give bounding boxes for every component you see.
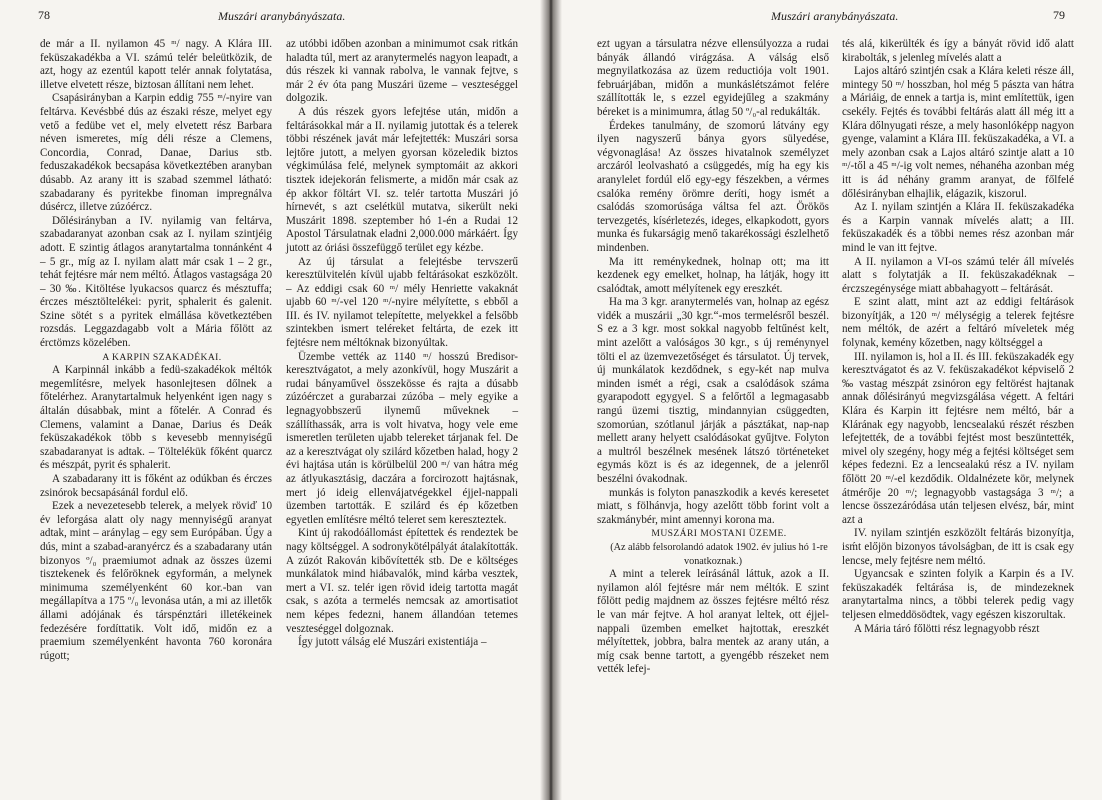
paragraph: Csapásirányban a Karpin eddig 755 ᵐ/-nyire van feltárva. Kevésbbé dús az északi része, melyet egy vető a fedübe vet el, mely elvetett rész Barbara néven ismeretes, míg déli része a Clemens, Concordia, Conrad, Danae, Darius stb. feduszakadékok becsapása következtében aranyban dúsabb. Az arany itt is szabad szemmel látható: szabadarany és pyritekbe finoman impregnálva dúsércz, illetve zúzóércz. bbox=[40, 92, 272, 214]
page-number: 78 bbox=[38, 8, 50, 22]
right-page bbox=[551, 0, 1102, 800]
paragraph: Ugyancsak e szinten folyik a Karpin és a IV. feküszakadék feltárása is, de mindezeknek aranytartalma nincs, a többi telerek pedig vagy teljesen elmeddösödtek, vagy egészen kiszorultak. bbox=[842, 568, 1074, 621]
paragraph: Kint új rakodóállomást építettek és rendeztek be nagy költséggel. A sodronykötélpályát átalakították. A zúzót Rakován kibővítették stb. De e költséges munkálatok mind hiábavalók, mind kárba vesztek, mert a VI. sz. telér igen rövid ideig tartotta magát csak, s azóta a termelés nemcsak az amortisatiot nem képes fedezni, hanem állandóan tetemes veszteséggel dolgoznak. bbox=[286, 527, 518, 635]
running-head: Muszári aranybányászata. bbox=[771, 9, 899, 23]
paragraph: az utóbbi időben azonban a minimumot csak ritkán haladta túl, mert az aranytermelés nagyon leapadt, a dús részek ki vannak rabolva, le vannak fejtve, s már 2 év óta pang Muszári üzeme – veszteséggel dolgozik. bbox=[286, 38, 518, 105]
paragraph: A Karpinnál inkább a fedü-szakadékok méltók megemlítésre, melyek hasonlejtesen dőlnek a főtelérhez. Aranytartalmuk helyenként igen nagy s általán dúsabbak, mint a főtelér. A Conrad és Clemens, valamint a Danae, Darius és Deák feküszakadékok több s kevesebb mennyiségű szabadaranyat is adtak. – Töltelékük főként quarcz és mészpát, pyrit és sphalerit. bbox=[40, 364, 272, 472]
text-column-1 bbox=[40, 38, 272, 663]
book-gutter bbox=[540, 0, 562, 800]
paragraph: Így jutott válság elé Muszári existentiája – bbox=[298, 636, 487, 649]
paragraph: de már a II. nyilamon 45 ᵐ/ nagy. A Klára III. feküszakadékba a VI. számú telér beleütközik, de azt, hogy az ezentúl kapott telér annak folytatása, illetve elvetett része, biztosan állítani nem lehet. bbox=[40, 38, 272, 91]
paragraph: A mint a telerek leírásánál láttuk, azok a II. nyilamon alól fejtésre már nem méltók. E szint főlött pedig majdnem az összes fejtésre méltó rész le van már fejtve. A hol aranyat leltek, ott éjjel-nappali üzemben emelket hajtottak, ereszkét mélyítettek, jobbra, balra mentek az arany után, a míg csak benne tartott, a gyengébb részeket nem vették lefej- bbox=[597, 568, 829, 676]
paragraph: Lajos altáró szintjén csak a Klára keleti része áll, mintegy 50 ᵐ/ hosszban, hol még 5 pászta van hátra a Máriáig, de ennek a tartja is, mint említettük, igen csekély. Fejtés és további feltárás alatt áll még itt a Klára dőlnyugati része, a mely hasonlóképp nagyon gyenge, valamint a Klára III. feküszakadéka, a VI. a mely azonban csak a Lajos altáró szintje alatt a 10 ᵐ/-től a 45 ᵐ/-ig volt nemes, néhanéha azonban még itt is ád néhány gramm aranyat, de főlfelé dőlésirányban elhajlik, elágazik, kiszorul. bbox=[842, 65, 1074, 200]
paragraph: Üzembe vették az 1140 ᵐ/ hosszú Bredisor-keresztvágatot, a mely azonkívül, hogy Muszárit a rudai bányaművel összekösse és rajta a dúsabb zúzóérczet a gurabarzai zúzóba – mely egyike a legnagyobbszerű ilynemű műveknek – szállíthassák, arra is volt hivatva, hogy vele eme ismeretlen területen ujabb telereket tárjanak fel. De az a keresztvágat oly szilárd kőzetben halad, hogy 2 évi hajtása után is körülbelül 200 ᵐ/ van hátra még az átlyukasztásig, daczára a forcirozott hajtásnak, mert jó ideig ellenvájatvégekkel éjjel-nappali üzemben tartották. E szilárd és ép kőzetben egyetlen említésre méltó teleret sem kereszteztek. bbox=[286, 350, 518, 526]
running-head: Muszári aranybányászata. bbox=[218, 9, 346, 23]
section-title: A KARPIN SZAKADÉKAI. bbox=[102, 351, 222, 363]
paragraph: munkás is folyton panaszkodik a kevés keresetet miatt, s fölhánvja, hogy azelőtt több forint volt a szakmánybér, mint amennyi korona ma. bbox=[597, 486, 829, 526]
text-column-1 bbox=[597, 38, 829, 677]
paragraph: Ma itt reménykednek, holnap ott; ma itt kezdenek egy emelket, holnap, ha látják, hogy itt csalódtak, amott mélyítenek egy ereszkét. bbox=[597, 255, 829, 295]
section-title: MUSZÁRI MOSTANI ÜZEME. bbox=[651, 528, 787, 540]
paragraph: A Mária táró főlötti rész legnagyobb részt bbox=[854, 622, 1040, 635]
paragraph: Ha ma 3 kgr. aranytermelés van, holnap az egész vidék a muszárii „30 kgr.“-mos termelésről beszél. S ez a 3 kgr. most sokkal nagyobb feltűnést kelt, mint azelőtt a valóságos 30 kgr., s új reménynyel tölti el az üzemvezetőséget és társulatot. Új tervek, új munkálatok kezdődnek, s egy-két nap mulva minden ismét a régi, csak a csalódások száma gyarapodott egygyel. S a felőrtől a legmagasabb rangú üzemi tisztig, mindannyian csüggedten, szomorúan, szótlanul járják a pásztákat, nap-nap mellett arany helyett csalódásokat gyűjtve. Folyton a multról beszélnek mesének látszó történeteket egymás közt is és az idegennek, de a jelenről beszélni óvakodnak. bbox=[597, 296, 829, 485]
paragraph: tés alá, kikerülték és így a bányát rövid idő alatt kirabolták, s jelenleg mívelés alatt a bbox=[842, 38, 1074, 64]
paragraph: A dús részek gyors lefejtése után, midőn a feltárásokkal már a II. nyilamig jutottak és a telerek többi részének javát már lefejtették: Muszári sorsa lejtőre jutott, a melyen gyorsan közeledik biztos végkimúlása felé, melynek symptomáit az akkori tisztek idejekorán felismerte, a midőn már csak az ép akkor föltárt VI. sz. telér tartotta Muszári jó hírnevét, s azt cselétkül mutatva, sikerült neki Muszárit 1898. szeptember hó 1-én a Rudai 12 Apostol Társulatnak eladni 2,000.000 márkáért. Így jutott az óriási összefüggő terület egy kézbe. bbox=[286, 105, 518, 254]
section-note: (Az alább felsorolandó adatok 1902. év julius hó 1-re vonatkoznak.) bbox=[610, 541, 828, 567]
paragraph: Az I. nyilam szintjén a Klára II. feküszakadéka és a Karpin vannak mívelés alatt; a III. feküszakadék és a többi nemes rész azonban már mind le van itt fejtve. bbox=[842, 201, 1074, 254]
text-column-2 bbox=[842, 38, 1074, 636]
paragraph: Érdekes tanulmány, de szomorú látvány egy ilyen nagyszerű bánya gyors sülyedése, végvonaglása! Az összes hivatalnok személyzet arczáról leolvasható a csüggedés, míg ha egy kis aranylelet fordúl elő egy-egy fészekben, a vérmes csalóka remény örömre deríti, hogy ismét a csalódás szomorúsága váltsa fel azt. Örökös tervezgetés, kísérletezés, ideges, elkapkodott, gyors munka és fukarságig menő takarékossági észlelhető mindenben. bbox=[597, 119, 829, 254]
paragraph: A II. nyilamon a VI-os számú telér áll mívelés alatt s folytatják a II. feküszakadéknak – érczszegénysége miatt abbahagyott – feltárását. bbox=[842, 255, 1074, 295]
page-number: 79 bbox=[1053, 8, 1065, 22]
paragraph: A szabadarany itt is főként az odúkban és érczes zsinórok becsapásánál fordul elő. bbox=[40, 473, 272, 499]
paragraph: E szint alatt, mint azt az eddigi feltárások bizonyítják, a 120 ᵐ/ mélységig a telerek fejtésre nem méltók, de azért a feltáró míveletek még folynak, kemény kőzetben, nagy költséggel a bbox=[842, 296, 1074, 350]
text-column-2 bbox=[286, 38, 518, 650]
paragraph: IV. nyilam szintjén eszközölt feltárás bizonyítja, isḿt előjön bizonyos távolságban, de itt is csak egy lencse, mely fejtésre nem méltó. bbox=[842, 527, 1074, 567]
paragraph: Dőlésirányban a IV. nyilamig van feltárva, szabadaranyat azonban csak az I. nyilam szintjéig adott. E szintig átlagos aranytartalma tonnánként 4 – 5 gr., míg az I. nyilam alatt már csak 1 – 2 gr., tehát fejtésre már nem méltó. Átlagos vastagsága 20 – 30 ‰. Kitöltése lyukacsos quarcz és mésztuffa; érczes mésztöltelékei: pyrit, sphalerit és galenit. Szine sötét s a pyritek elmállása következtében rozsdás. Leggazdagabb volt a Mária főlött az érctömzs közelében. bbox=[40, 214, 272, 350]
paragraph: ezt ugyan a társulatra nézve ellensúlyozza a rudai bányák állandó virágzása. A válság első megnyilatkozása az üzem reductiója volt 1901. februárjában, midőn a munkáslétszámot felére szállították le, s ezzel egyidejűleg a szakmány béreket is a minimumra, átlag 50 º/₀-al redukálták. bbox=[597, 38, 829, 118]
paragraph: III. nyilamon is, hol a II. és III. feküszakadék egy keresztvágatot és az V. feküszakadékot képviselő 2 ‰ vastag mészpát zsinóron egy feltörést hajtanak annak dőlésirányú megvizsgálása végett. A feltári Klára és Karpin itt fejtésre nem méltó, bár a Klárának egy nagyobb, lencsealakú részét részben lefejtették, de a további fejtést most beszüntették, mivel oly szegény, hogy még a fejtési költséget sem képes fedezni. Ez a lencsealakú rész a IV. nyilam főlött 20 ᵐ/-el kezdődik. Oldalnézete kör, melynek átmérője 20 ᵐ/; legnagyobb vastagsága 3 ᵐ/; a lencse összezáródása után teljesen elvész, bár, mint azt a bbox=[842, 350, 1074, 526]
paragraph: Az új társulat a felejtésbe tervszerű keresztülvitelén kívül ujabb feltárásokat eszközölt. – Az eddigi csak 60 ᵐ/ mély Henriette vakaknát ujabb 60 ᵐ/-vel 120 ᵐ/-nyire mélyítette, s ebből a III. és IV. nyilamot telepítette, melyekkel a felsőbb szintekben ismert teléreket feltárta, de ezek itt fejtésre nem méltóknak bizonyúltak. bbox=[286, 255, 518, 350]
paragraph: Ezek a nevezetesebb telerek, a melyek röviď 10 év leforgása alatt oly nagy mennyiségű aranyat adtak, mint – aránylag – egy sem Európában. Úgy a dús, mint a szabad-aranyércz és a szabadarany után bizonyos º/₀ praemiumot adnak az összes üzemi tisztekenek és felőröknek egyformán, a melynek minimuma személyenként 60 kor.-ban van megállapítva a 175 º/₀ levonása után, a mi az illetők állami adójának és társpénztári illetékeinek fedezésére fordíttatik. Volt idő, midőn ez a praemium személyenként havonta 760 koronára rúgott; bbox=[40, 500, 272, 662]
